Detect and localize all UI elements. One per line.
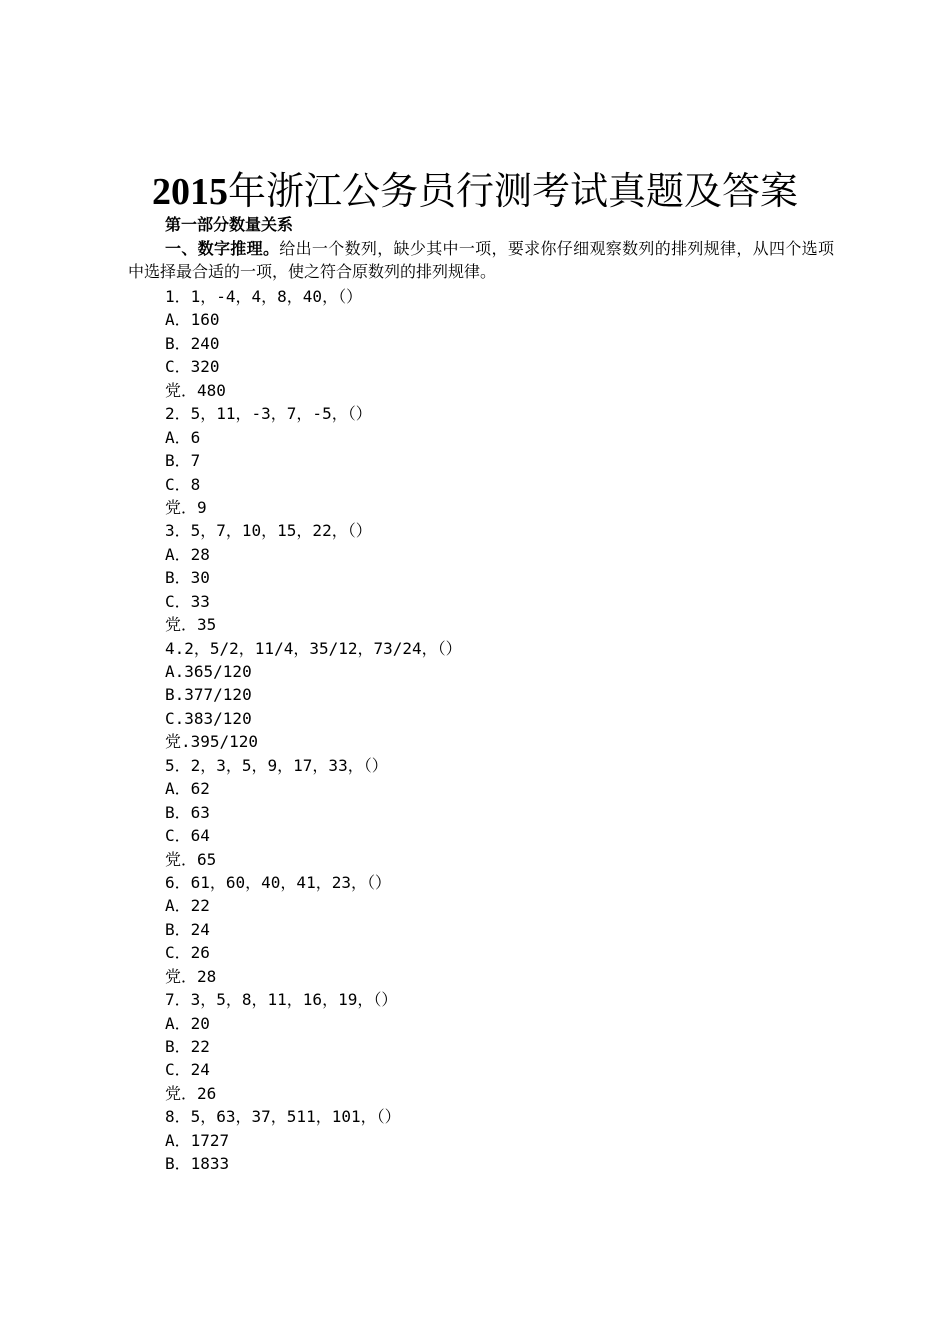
title-text: 年浙江公务员行测考试真题及答案 xyxy=(227,169,798,213)
option-line: B.377/120 xyxy=(165,685,252,705)
section-heading: 第一部分数量关系 xyxy=(165,215,294,234)
option-line: 党．28 xyxy=(165,966,217,986)
option-line: B．30 xyxy=(165,568,210,588)
option-line: A．20 xyxy=(165,1013,210,1033)
instructions-paragraph xyxy=(128,237,834,283)
question-list xyxy=(165,285,462,1176)
option-line: C．8 xyxy=(165,474,201,494)
option-line: 党．9 xyxy=(165,497,207,517)
instructions-label: 一、数字推理。 xyxy=(165,239,280,258)
option-line: A.365/120 xyxy=(165,662,252,681)
option-line: 党.395/120 xyxy=(165,732,259,752)
option-line: 党．65 xyxy=(165,849,217,869)
option-line: C．26 xyxy=(165,943,210,963)
option-line: A．28 xyxy=(165,544,210,564)
option-line: 党．480 xyxy=(165,380,226,400)
title-year: 2015 xyxy=(151,171,228,213)
option-line: A．1727 xyxy=(165,1130,230,1150)
question-line: 1．1，-4，4，8，40，（） xyxy=(165,287,363,306)
document-title xyxy=(0,168,950,215)
question-line: 3．5，7，10，15，22，（） xyxy=(165,521,372,541)
option-line: B．24 xyxy=(165,919,210,939)
question-line: 4.2，5/2，11/4，35/12，73/24，（） xyxy=(165,638,462,658)
option-line: A．62 xyxy=(165,779,210,799)
option-line: B．63 xyxy=(165,802,210,822)
question-line: 2．5，11，-3，7，-5，（） xyxy=(165,404,372,424)
question-line: 8．5，63，37，511，101，（） xyxy=(165,1107,401,1127)
option-line: C．64 xyxy=(165,826,210,846)
option-line: B．240 xyxy=(165,333,220,353)
option-line: C．33 xyxy=(165,591,210,611)
option-line: B．1833 xyxy=(165,1154,230,1174)
question-line: 6．61，60，40，41，23，（） xyxy=(165,872,391,892)
option-line: C.383/120 xyxy=(165,708,252,728)
option-line: A．6 xyxy=(165,427,201,447)
option-line: B．7 xyxy=(165,451,201,471)
option-line: A．22 xyxy=(165,896,210,916)
option-line: C．320 xyxy=(165,357,220,377)
option-line: B．22 xyxy=(165,1037,210,1056)
option-line: C．24 xyxy=(165,1060,210,1080)
instructions-text: 给出一个数列，缺少其中一项，要求你仔细观察数列的排列规律，从四个选项中选择最合适的一项，使之符合原数列的排列规律。 xyxy=(128,239,834,281)
option-line: 党．26 xyxy=(165,1083,217,1103)
option-line: 党．35 xyxy=(165,615,217,635)
question-line: 7．3，5，8，11，16，19，（） xyxy=(165,990,398,1010)
option-line: A．160 xyxy=(165,310,220,330)
question-line: 5．2，3，5，9，17，33，（） xyxy=(165,755,388,775)
